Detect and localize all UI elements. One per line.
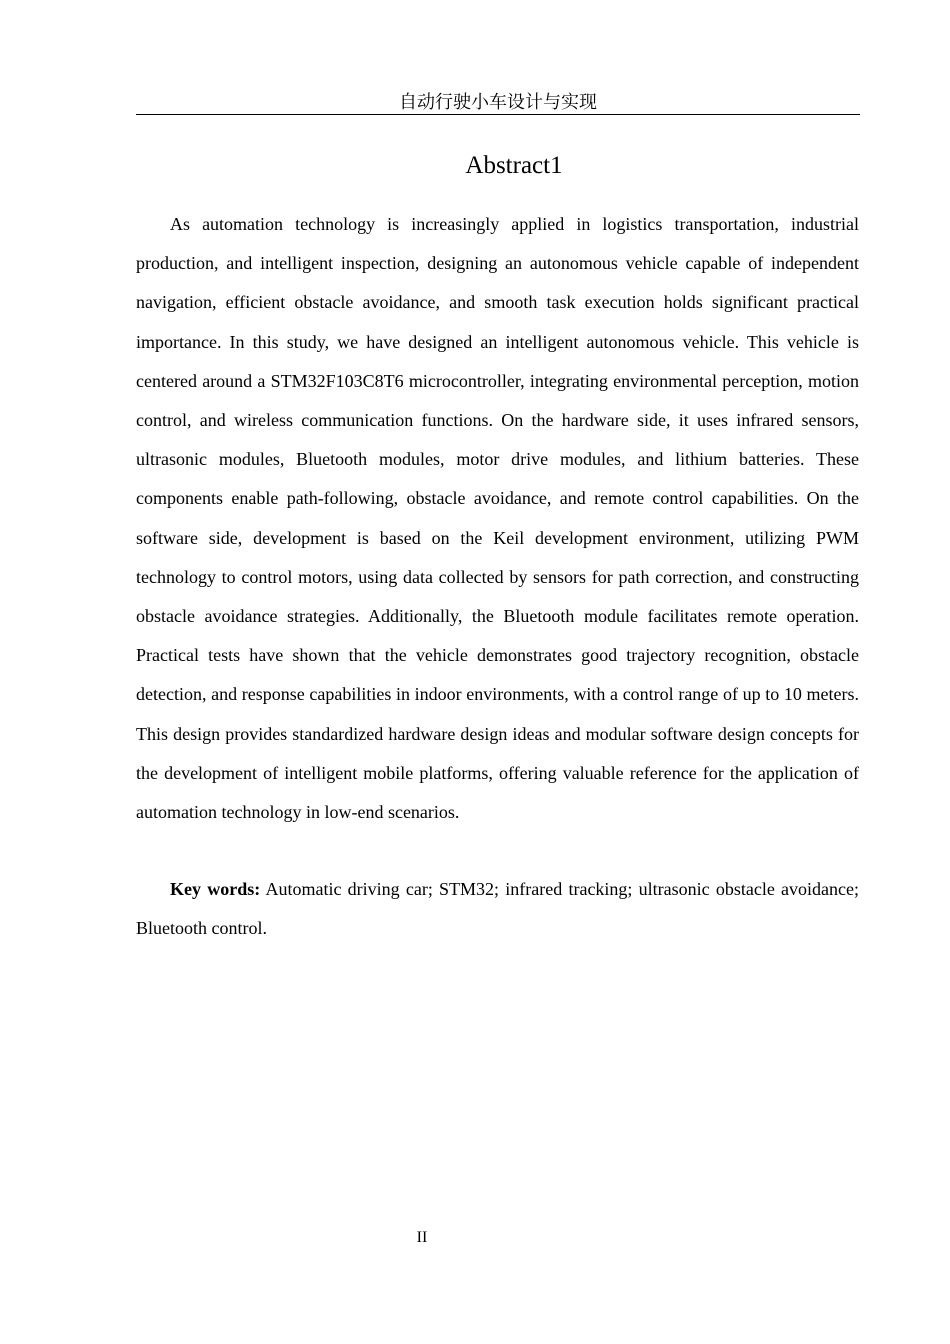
- keywords-paragraph: [136, 870, 859, 948]
- keywords-text: Automatic driving car; STM32; infrared tracking; ultrasonic obstacle avoidance; Bluetooth control.: [136, 879, 859, 939]
- page-header: [136, 92, 860, 115]
- abstract-body: As automation technology is increasingly applied in logistics transportation, industrial production, and intelligent inspection, designing an autonomous vehicle capable of independent navigation, efficient obstacle avoidance, and smooth task execution holds significant practical importance. In this study, we have designed an intelligent autonomous vehicle. This vehicle is centered around a STM32F103C8T6 microcontroller, integrating environmental perception, motion control, and wireless communication functions. On the hardware side, it uses infrared sensors, ultrasonic modules, Bluetooth modules, motor drive modules, and lithium batteries. These components enable path-following, obstacle avoidance, and remote control capabilities. On the software side, development is based on the Keil development environment, utilizing PWM technology to control motors, using data collected by sensors for path correction, and constructing obstacle avoidance strategies. Additionally, the Bluetooth module facilitates remote operation. Practical tests have shown that the vehicle demonstrates good trajectory recognition, obstacle detection, and response capabilities in indoor environments, with a control range of up to 10 meters. This design provides standardized hardware design ideas and modular software design concepts for the development of intelligent mobile platforms, offering valuable reference for the application of automation technology in low-end scenarios.: [136, 214, 859, 823]
- abstract-title: Abstract1: [465, 152, 563, 179]
- header-title: 自动行驶小车设计与实现: [399, 92, 597, 113]
- page-number: II: [416, 1229, 428, 1246]
- keywords-label: Key words:: [170, 879, 261, 899]
